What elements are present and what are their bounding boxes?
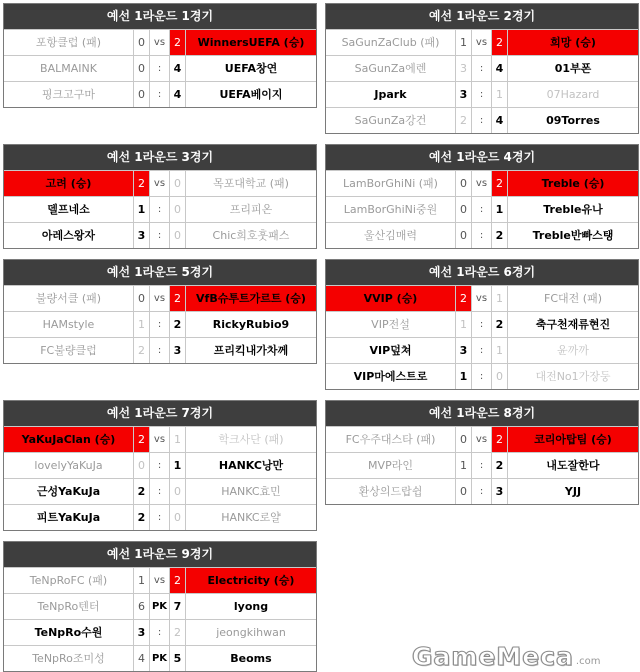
left-name: TeNpRoFC (패) bbox=[4, 568, 134, 593]
right-name: 프리킥내가차께 bbox=[213, 344, 289, 357]
separator: vs bbox=[472, 171, 492, 196]
player-row bbox=[4, 593, 316, 619]
left-score: 2 bbox=[134, 338, 150, 363]
player-row bbox=[4, 504, 316, 530]
right-name: Treble (승) bbox=[508, 171, 638, 196]
left-name: VIP전설 bbox=[326, 312, 456, 337]
right-name: Treble반빠스탱 bbox=[532, 229, 614, 242]
left-name: TeNpRo조미성 bbox=[4, 646, 134, 671]
right-score: 2 bbox=[492, 171, 508, 196]
separator: : bbox=[472, 197, 492, 222]
right-name: VfB슈투트가르트 (승) bbox=[186, 286, 316, 311]
pk-separator: PK bbox=[150, 646, 170, 671]
match-8 bbox=[325, 400, 639, 505]
left-name: 델프네소 bbox=[4, 197, 134, 222]
player-row bbox=[4, 55, 316, 81]
right-score: 3 bbox=[170, 338, 186, 363]
player-row bbox=[4, 645, 316, 671]
right-name: RickyRubio9 bbox=[212, 318, 290, 331]
left-score: 0 bbox=[456, 427, 472, 452]
right-name: 07Hazard bbox=[546, 88, 600, 101]
left-score: 4 bbox=[134, 646, 150, 671]
right-name: 윤까까 bbox=[557, 344, 589, 357]
right-name: UEFA창연 bbox=[224, 62, 278, 75]
left-score: 1 bbox=[456, 30, 472, 55]
left-name: HAMstyle bbox=[4, 312, 134, 337]
match-3 bbox=[3, 144, 317, 249]
match-title: 예선 1라운드 2경기 bbox=[326, 4, 638, 29]
right-score: 1 bbox=[492, 286, 508, 311]
player-row bbox=[4, 311, 316, 337]
left-score: 1 bbox=[134, 568, 150, 593]
team-row bbox=[4, 426, 316, 452]
player-row bbox=[4, 81, 316, 107]
right-score: 0 bbox=[170, 171, 186, 196]
right-name: Chic희호훗패스 bbox=[212, 229, 290, 242]
left-name: SaGunZa에렌 bbox=[326, 56, 456, 81]
right-score: 7 bbox=[170, 594, 186, 619]
separator: vs bbox=[150, 568, 170, 593]
separator: : bbox=[150, 453, 170, 478]
left-name: FC불량클럽 bbox=[4, 338, 134, 363]
separator: vs bbox=[150, 30, 170, 55]
separator: : bbox=[150, 312, 170, 337]
match-6 bbox=[325, 259, 639, 390]
right-score: 2 bbox=[170, 286, 186, 311]
left-score: 3 bbox=[456, 56, 472, 81]
separator: : bbox=[150, 620, 170, 645]
right-name: HANKC로얄 bbox=[221, 511, 281, 524]
separator: : bbox=[150, 479, 170, 504]
left-name: LamBorGhiNi중원 bbox=[326, 197, 456, 222]
match-9 bbox=[3, 541, 317, 672]
player-row bbox=[326, 363, 638, 389]
right-name: jeongkihwan bbox=[216, 626, 286, 639]
separator: vs bbox=[472, 30, 492, 55]
match-title: 예선 1라운드 6경기 bbox=[326, 260, 638, 285]
left-score: 0 bbox=[134, 30, 150, 55]
left-name: 포항클럽 (패) bbox=[4, 30, 134, 55]
left-name: TeNpRo수원 bbox=[4, 620, 134, 645]
separator: : bbox=[472, 312, 492, 337]
left-score: 1 bbox=[456, 312, 472, 337]
separator: : bbox=[472, 364, 492, 389]
pk-separator: PK bbox=[150, 594, 170, 619]
separator: vs bbox=[472, 427, 492, 452]
right-name: 내도잘한다 bbox=[546, 459, 600, 472]
right-name: 대전No1가장둥 bbox=[535, 370, 611, 383]
left-score: 2 bbox=[456, 286, 472, 311]
match-5 bbox=[3, 259, 317, 364]
left-name: 피트YaKuJa bbox=[4, 505, 134, 530]
gamemeca-logo bbox=[412, 640, 638, 672]
left-name: 환상의드랍쉽 bbox=[326, 479, 456, 504]
player-row bbox=[4, 619, 316, 645]
right-score: 0 bbox=[170, 479, 186, 504]
left-score: 2 bbox=[134, 427, 150, 452]
player-row bbox=[326, 222, 638, 248]
right-name: lyong bbox=[233, 600, 269, 613]
right-score: 4 bbox=[492, 108, 508, 133]
team-row bbox=[4, 567, 316, 593]
right-score: 0 bbox=[170, 197, 186, 222]
separator: : bbox=[150, 505, 170, 530]
right-score: 4 bbox=[170, 56, 186, 81]
player-row bbox=[326, 478, 638, 504]
separator: : bbox=[472, 223, 492, 248]
left-name: SaGunZaClub (패) bbox=[326, 30, 456, 55]
left-score: 0 bbox=[134, 453, 150, 478]
left-score: 2 bbox=[134, 479, 150, 504]
player-row bbox=[326, 452, 638, 478]
right-score: 3 bbox=[492, 479, 508, 504]
right-score: 5 bbox=[170, 646, 186, 671]
right-score: 0 bbox=[170, 505, 186, 530]
left-name: LamBorGhiNi (패) bbox=[326, 171, 456, 196]
right-name: 프리피온 bbox=[229, 203, 273, 216]
separator: vs bbox=[150, 171, 170, 196]
right-name: HANKC효민 bbox=[221, 485, 281, 498]
left-score: 3 bbox=[134, 620, 150, 645]
right-score: 1 bbox=[170, 453, 186, 478]
right-score: 2 bbox=[492, 453, 508, 478]
player-row bbox=[4, 196, 316, 222]
left-name: 근성YaKuJa bbox=[4, 479, 134, 504]
match-2 bbox=[325, 3, 639, 134]
team-row bbox=[4, 29, 316, 55]
player-row bbox=[326, 81, 638, 107]
right-score: 4 bbox=[170, 82, 186, 107]
team-row bbox=[326, 170, 638, 196]
player-row bbox=[326, 337, 638, 363]
left-name: TeNpRo텐터 bbox=[4, 594, 134, 619]
left-score: 0 bbox=[134, 286, 150, 311]
left-score: 3 bbox=[456, 338, 472, 363]
right-name: Beoms bbox=[230, 652, 272, 665]
right-name: HANKC낭만 bbox=[218, 459, 284, 472]
player-row bbox=[326, 196, 638, 222]
left-score: 2 bbox=[134, 505, 150, 530]
logo-domain: .com bbox=[575, 655, 601, 667]
right-score: 2 bbox=[170, 30, 186, 55]
separator: : bbox=[150, 223, 170, 248]
left-name: YaKuJaClan (승) bbox=[4, 427, 134, 452]
separator: vs bbox=[472, 286, 492, 311]
right-name: Electricity (승) bbox=[186, 568, 316, 593]
team-row bbox=[326, 285, 638, 311]
team-row bbox=[326, 426, 638, 452]
team-row bbox=[326, 29, 638, 55]
left-score: 2 bbox=[134, 171, 150, 196]
separator: : bbox=[150, 338, 170, 363]
right-score: 2 bbox=[170, 568, 186, 593]
right-name: 희망 (승) bbox=[508, 30, 638, 55]
left-name: MVP라인 bbox=[326, 453, 456, 478]
left-name: 아레스왕자 bbox=[4, 223, 134, 248]
left-score: 6 bbox=[134, 594, 150, 619]
right-name: 목포대학교 (패) bbox=[213, 177, 289, 190]
left-score: 1 bbox=[456, 364, 472, 389]
separator: : bbox=[472, 338, 492, 363]
left-score: 1 bbox=[134, 197, 150, 222]
right-score: 2 bbox=[492, 30, 508, 55]
right-score: 1 bbox=[170, 427, 186, 452]
right-score: 1 bbox=[492, 197, 508, 222]
separator: vs bbox=[150, 427, 170, 452]
separator: : bbox=[472, 108, 492, 133]
match-title: 예선 1라운드 3경기 bbox=[4, 145, 316, 170]
left-name: VIP덮쳐 bbox=[326, 338, 456, 363]
separator: vs bbox=[150, 286, 170, 311]
left-score: 0 bbox=[134, 56, 150, 81]
right-score: 2 bbox=[492, 312, 508, 337]
match-1 bbox=[3, 3, 317, 108]
left-name: FC우주대스타 (패) bbox=[326, 427, 456, 452]
separator: : bbox=[150, 56, 170, 81]
logo-wordmark: GameMeca bbox=[412, 641, 574, 671]
right-name: UEFA베이지 bbox=[219, 88, 283, 101]
left-score: 2 bbox=[456, 108, 472, 133]
left-name: BALMAINK bbox=[4, 56, 134, 81]
match-title: 예선 1라운드 9경기 bbox=[4, 542, 316, 567]
right-score: 4 bbox=[492, 56, 508, 81]
player-row bbox=[326, 55, 638, 81]
right-score: 2 bbox=[492, 223, 508, 248]
player-row bbox=[326, 311, 638, 337]
player-row bbox=[4, 337, 316, 363]
right-name: YJJ bbox=[564, 485, 582, 498]
left-name: lovelyYaKuJa bbox=[4, 453, 134, 478]
separator: : bbox=[472, 479, 492, 504]
match-title: 예선 1라운드 5경기 bbox=[4, 260, 316, 285]
left-score: 3 bbox=[134, 223, 150, 248]
right-name: 01부폰 bbox=[554, 62, 592, 75]
team-row bbox=[4, 285, 316, 311]
team-row bbox=[4, 170, 316, 196]
match-7 bbox=[3, 400, 317, 531]
player-row bbox=[4, 478, 316, 504]
player-row bbox=[326, 107, 638, 133]
left-name: 고려 (승) bbox=[4, 171, 134, 196]
left-score: 1 bbox=[456, 453, 472, 478]
left-score: 0 bbox=[456, 223, 472, 248]
right-name: WinnersUEFA (승) bbox=[186, 30, 316, 55]
left-name: 불량서클 (패) bbox=[4, 286, 134, 311]
right-score: 2 bbox=[170, 620, 186, 645]
right-name: 축구천재류현진 bbox=[535, 318, 611, 331]
match-title: 예선 1라운드 1경기 bbox=[4, 4, 316, 29]
right-score: 2 bbox=[492, 427, 508, 452]
right-score: 1 bbox=[492, 82, 508, 107]
left-name: 울산김매력 bbox=[326, 223, 456, 248]
right-name: 코리아탑팀 (승) bbox=[508, 427, 638, 452]
left-name: VVIP (승) bbox=[326, 286, 456, 311]
left-name: 핑크고구마 bbox=[4, 82, 134, 107]
right-name: 09Torres bbox=[546, 114, 600, 127]
match-title: 예선 1라운드 8경기 bbox=[326, 401, 638, 426]
left-score: 0 bbox=[456, 197, 472, 222]
separator: : bbox=[472, 82, 492, 107]
separator: : bbox=[150, 197, 170, 222]
player-row bbox=[4, 452, 316, 478]
left-score: 0 bbox=[456, 479, 472, 504]
right-score: 0 bbox=[492, 364, 508, 389]
separator: : bbox=[472, 453, 492, 478]
player-row bbox=[4, 222, 316, 248]
match-4 bbox=[325, 144, 639, 249]
right-score: 2 bbox=[170, 312, 186, 337]
right-name: FC대전 (패) bbox=[544, 292, 602, 305]
left-name: SaGunZa강건 bbox=[326, 108, 456, 133]
right-score: 0 bbox=[170, 223, 186, 248]
right-name: 학크사단 (패) bbox=[218, 433, 284, 446]
left-score: 0 bbox=[134, 82, 150, 107]
right-score: 1 bbox=[492, 338, 508, 363]
match-title: 예선 1라운드 4경기 bbox=[326, 145, 638, 170]
right-name: Treble유나 bbox=[543, 203, 603, 216]
separator: : bbox=[472, 56, 492, 81]
separator: : bbox=[150, 82, 170, 107]
left-score: 0 bbox=[456, 171, 472, 196]
left-score: 3 bbox=[456, 82, 472, 107]
left-name: Jpark bbox=[326, 82, 456, 107]
left-name: VIP마에스트로 bbox=[326, 364, 456, 389]
match-title: 예선 1라운드 7경기 bbox=[4, 401, 316, 426]
left-score: 1 bbox=[134, 312, 150, 337]
